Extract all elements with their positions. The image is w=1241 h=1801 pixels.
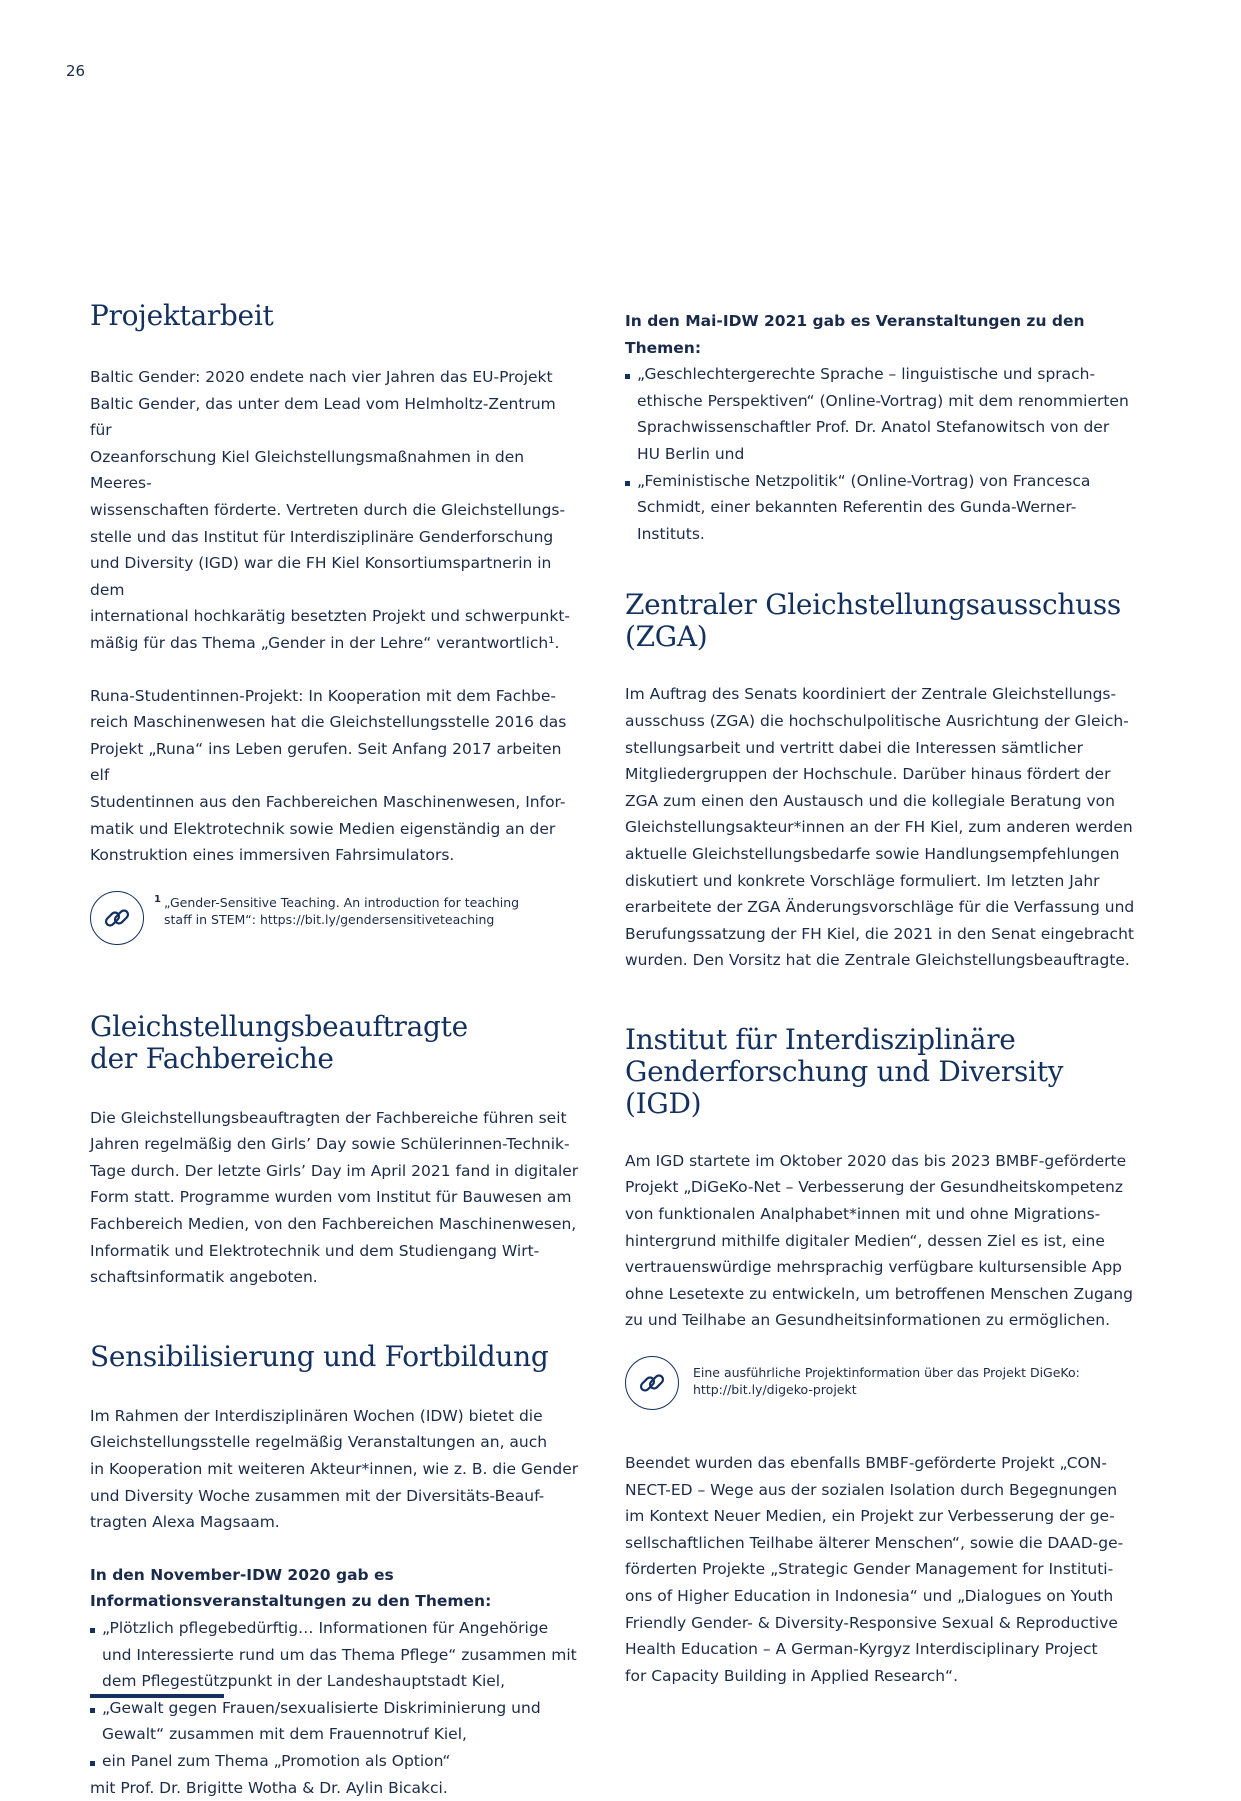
footnote-link-box xyxy=(90,891,580,945)
section-title-gleichstellungsbeauftragte: Gleichstellungsbeauftragte der Fachbereiche xyxy=(90,1009,468,1075)
paragraph-beendet: Beendet wurden das ebenfalls BMBF-geförderte Projekt „CON- NECT-ED – Wege aus der sozialen Isolation durch Begegnungen im Kontext Neuer Medien, ein Projekt zur Verbesserung der ge- sellschaftlichen Teilhabe älterer Menschen“, sowie die DAAD-ge- förderten Projekte „Strategic Gender Management for Instituti- ons of Higher Education in Indonesia“ und „Dialogues on Youth Friendly Gender- & Diversity-Responsive Sexual & Reproductive Health Education – A German-Kyrgyz Interdisciplinary Project for Capacity Building in Applied Research“. xyxy=(625,1454,1124,1685)
bottom-rule xyxy=(90,1694,224,1698)
paragraph-runa: Runa-Studentinnen-Projekt: In Kooperation mit dem Fachbe- reich Maschinenwesen hat die Gleichstellungsstelle 2016 das Projekt „Runa“ ins Leben gerufen. Seit Anfang 2017 arbeiten elf Studentinnen aus den Fachbereichen Maschinenwesen, Infor- matik und Elektrotechnik sowie Medien eigenständig an der Konstruktion eines immersiven Fahrsimulators. xyxy=(90,686,567,865)
list-item: „Plötzlich pflegebedürftig… Informationen für Angehörige und Interessierte rund um das Thema Pflege“ zusammen mit dem Pflegestützpunkt in der Landeshauptstadt Kiel, xyxy=(90,1615,580,1695)
footnote-text: $^1$ „Gender-Sensitive Teaching. An introduction for teaching staff in STEM“: https://bit.ly/gendersensitiveteaching xyxy=(154,893,520,927)
mai-idw-list xyxy=(625,361,1135,547)
paragraph-baltic-gender: Baltic Gender: 2020 endete nach vier Jahren das EU-Projekt Baltic Gender, das unter dem Lead vom Helmholtz-Zentrum für Ozeanforschung Kiel Gleichstellungsmaßnahmen in den Meeres- wissenschaften förderte. Vertreten durch die Gleichstellungs- stelle und das Institut für Interdisziplinäre Genderforschung und Diversity (IGD) war die FH Kiel Konsortiumspartnerin in dem international hochkarätig besetzten Projekt und schwerpunkt- mäßig für das Thema „Gender in der Lehre“ verantwortlich¹. xyxy=(90,368,570,652)
link-icon xyxy=(625,1356,679,1410)
november-idw-heading: In den November-IDW 2020 gab es Informationsveranstaltungen zu den Themen: xyxy=(90,1565,492,1611)
list-item: „Gewalt gegen Frauen/sexualisierte Diskriminierung und Gewalt“ zusammen mit dem Frauennotruf Kiel, xyxy=(90,1695,580,1748)
section-title-zga: Zentraler Gleichstellungsausschuss (ZGA) xyxy=(625,588,1121,654)
section-title-igd: Institut für Interdisziplinäre Genderforschung und Diversity (IGD) xyxy=(625,1022,1064,1120)
list-item: „Geschlechtergerechte Sprache – linguistische und sprach- ethische Perspektiven“ (Online-Vortrag) mit dem renommierten Sprachwissenschaftler Prof. Dr. Anatol Stefanowitsch von der HU Berlin und xyxy=(625,361,1135,467)
paragraph-gleichstellungsbeauftragte: Die Gleichstellungsbeauftragten der Fachbereiche führen seit Jahren regelmäßig den Girls’ Day sowie Schülerinnen-Technik- Tage durch. Der letzte Girls’ Day im April 2021 fand in digitaler Form statt. Programme wurden vom Institut für Bauwesen am Fachbereich Medien, von den Fachbereichen Maschinenwesen, Informatik und Elektrotechnik und dem Studiengang Wirt- schaftsinformatik angeboten. xyxy=(90,1108,579,1287)
page-number: 26 xyxy=(66,62,86,80)
mai-idw-heading: In den Mai-IDW 2021 gab es Veranstaltungen zu den Themen: xyxy=(625,312,1085,357)
list-item: ein Panel zum Thema „Promotion als Option“ xyxy=(90,1748,580,1775)
november-idw-tail: mit Prof. Dr. Brigitte Wotha & Dr. Aylin Bicakci. xyxy=(90,1778,448,1797)
link-icon xyxy=(90,891,144,945)
paragraph-igd: Am IGD startete im Oktober 2020 das bis 2023 BMBF-geförderte Projekt „DiGeKo-Net – Verbesserung der Gesundheitskompetenz von funktionalen Analphabet*innen mit und ohne Migrations- hintergrund mithilfe digitaler Medien“, dessen Ziel es ist, eine vertrauenswürdige mehrsprachig verfügbare kultursensible App ohne Lesetexte zu entwickeln, um betroffenen Menschen Zugang zu und Teilhabe an Gesundheitsinformationen zu ermöglichen. xyxy=(625,1151,1133,1330)
paragraph-sensibilisierung: Im Rahmen der Interdisziplinären Wochen (IDW) bietet die Gleichstellungsstelle regelmäßig Veranstaltungen an, auch in Kooperation mit weiteren Akteur*innen, wie z. B. die Gender und Diversity Woche zusammen mit der Diversitäts-Beauf- tragten Alexa Magsaam. xyxy=(90,1406,579,1532)
paragraph-zga: Im Auftrag des Senats koordiniert der Zentrale Gleichstellungs- ausschuss (ZGA) die hochschulpolitische Ausrichtung der Gleich- stellungsarbeit und vertritt dabei die Interessen sämtlicher Mitgliedergruppen der Hochschule. Darüber hinaus fördert der ZGA zum einen den Austausch und die kollegiale Beratung von Gleichstellungsakteur*innen an der FH Kiel, zum anderen werden aktuelle Gleichstellungsbedarfe sowie Handlungsempfehlungen diskutiert und konkrete Vorschläge formuliert. Im letzten Jahr erarbeitete der ZGA Änderungsvorschläge für die Verfassung und Berufungssatzung der FH Kiel, die 2021 in den Senat eingebracht wurden. Den Vorsitz hat die Zentrale Gleichstellungsbeauftragte. xyxy=(625,685,1135,970)
digeko-link-box xyxy=(625,1356,1135,1410)
section-title-projektarbeit: Projektarbeit xyxy=(90,299,274,332)
section-title-sensibilisierung: Sensibilisierung und Fortbildung xyxy=(90,1339,549,1373)
right-column xyxy=(625,308,1135,1689)
list-item: „Feministische Netzpolitik“ (Online-Vortrag) von Francesca Schmidt, einer bekannten Referentin des Gunda-Werner- Instituts. xyxy=(625,468,1135,548)
left-column xyxy=(90,300,580,1801)
digeko-link-text[interactable]: Eine ausführliche Projektinformation über das Projekt DiGeKo: http://bit.ly/digeko-projekt xyxy=(693,1365,1080,1398)
